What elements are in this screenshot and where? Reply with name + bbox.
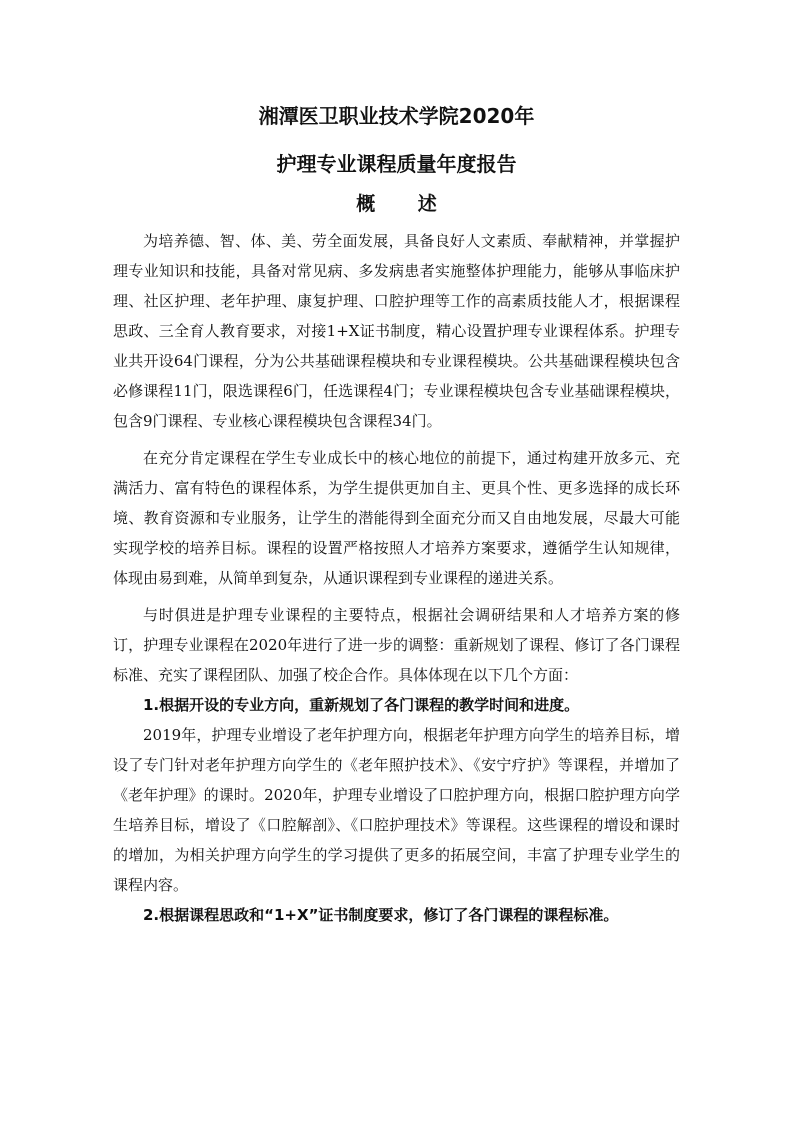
document-title-line2: 护理专业课程质量年度报告 (276, 152, 517, 176)
paragraph-2: 在充分肯定课程在学生专业成长中的核心地位的前提下，通过构建开放多元、充满活力、富有特色的课程体系，为学生提供更加自主、更具个性、更多选择的成长环境、教育资源和专业服务，让学生的潜能得到全面充分而又自由地发展，尽最大可能实现学校的培养目标。课程的设置严格按照人才培养方案要求，遵循学生认知规律，体现由易到难，从简单到复杂，从通识课程到专业课程的递进关系。 (113, 449, 680, 587)
paragraph-1: 为培养德、智、体、美、劳全面发展，具备良好人文素质、奉献精神，并掌握护理专业知识和技能，具备对常见病、多发病患者实施整体护理能力，能够从事临床护理、社区护理、老年护理、康复护理、口腔护理等工作的高素质技能人才，根据课程思政、三全育人教育要求，对接1+X证书制度，精心设置护理专业课程体系。护理专业共开设64门课程，分为公共基础课程模块和专业课程模块。公共基础课程模块包含必修课程11门，限选课程6门，任选课程4门；专业课程模块包含专业基础课程模块，包含9门课程、专业核心课程模块包含课程34门。 (113, 232, 680, 430)
point-2-heading: 2.根据课程思政和“1+X”证书制度要求，修订了各门课程的课程标准。 (143, 906, 619, 924)
point-1-heading: 1.根据开设的专业方向，重新规划了各门课程的教学时间和进度。 (143, 696, 580, 714)
paragraph-3: 与时俱进是护理专业课程的主要特点，根据社会调研结果和人才培养方案的修订，护理专业课程在2020年进行了进一步的调整：重新规划了课程、修订了各门课程标准、充实了课程团队、加强了校企合作。具体体现在以下几个方面： (113, 606, 680, 684)
document-title-line1: 湘潭医卫职业技术学院2020年 (258, 104, 535, 128)
document-body (113, 226, 680, 930)
point-1-text: 2019年，护理专业增设了老年护理方向，根据老年护理方向学生的培养目标，增设了专门针对老年护理方向学生的《老年照护技术》、《安宁疗护》等课程，并增加了《老年护理》的课时。2020年，护理专业增设了口腔护理方向，根据口腔护理方向学生培养目标，增设了《口腔解剖》、《口腔护理技术》等课程。这些课程的增设和课时的增加，为相关护理方向学生的学习提供了更多的拓展空间，丰富了护理专业学生的课程内容。 (113, 726, 680, 894)
section-heading-overview: 概 述 (356, 193, 455, 215)
